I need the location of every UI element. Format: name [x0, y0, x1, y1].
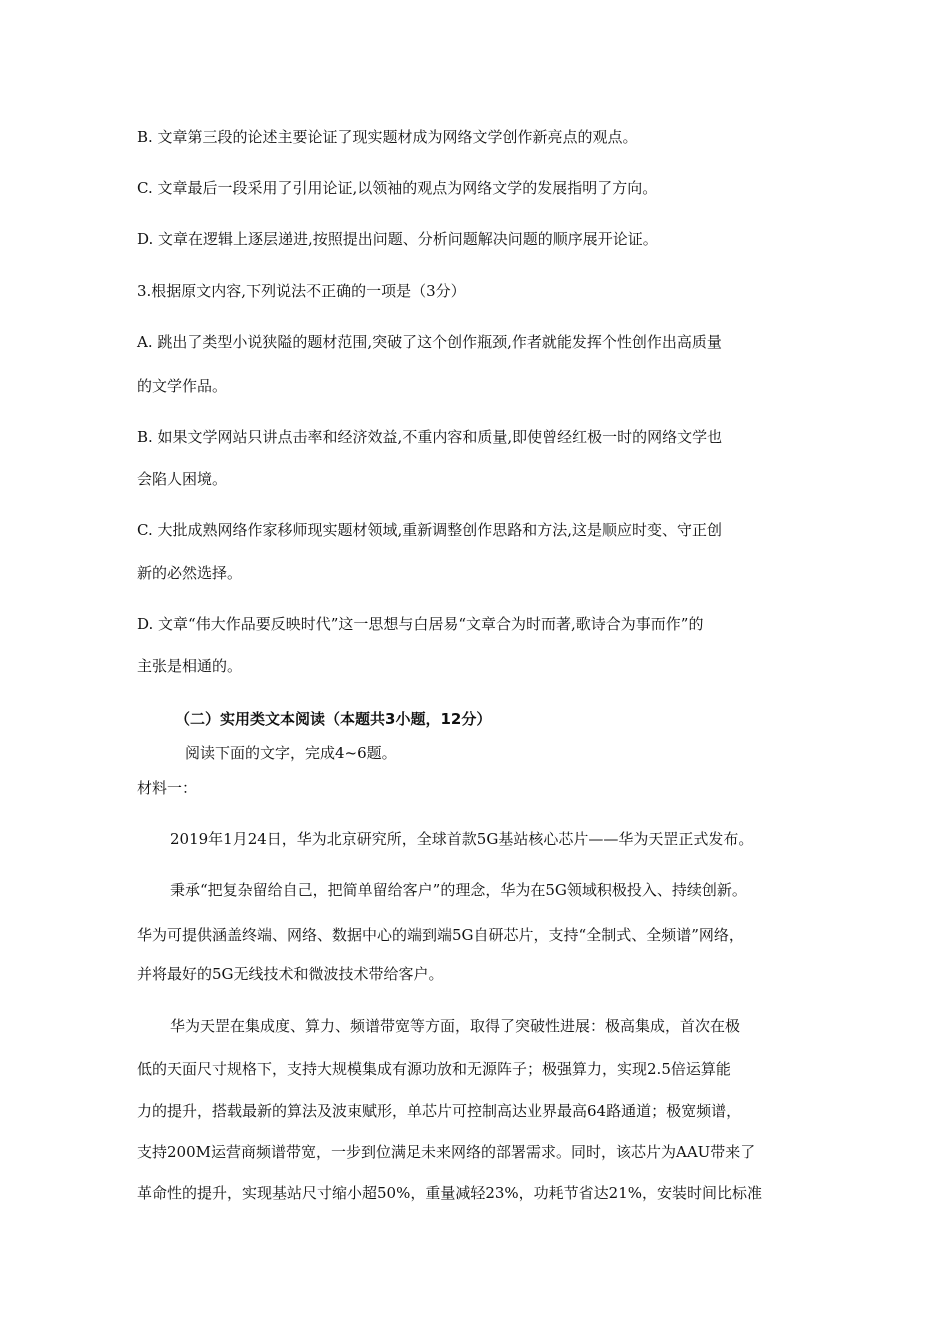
- q3-option-a-line2: 的文学作品。: [137, 377, 228, 395]
- q3-stem: 3.根据原文内容,下列说法不正确的一项是（3分）: [137, 282, 466, 300]
- q2-option-b: B. 文章第三段的论述主要论证了现实题材成为网络文学创作新亮点的观点。: [137, 128, 638, 146]
- q2-option-d: D. 文章在逻辑上逐层递进,按照提出问题、分析问题解决问题的顺序展开论证。: [137, 230, 658, 248]
- material1-paragraph3-line5: 革命性的提升，实现基站尺寸缩小超50%，重量减轻23%，功耗节省达21%，安装时间比标准: [137, 1184, 763, 1202]
- q3-option-b-line2: 会陷人困境。: [137, 470, 228, 488]
- material1-paragraph3-line2: 低的天面尺寸规格下，支持大规模集成有源功放和无源阵子；极强算力，实现2.5倍运算能: [137, 1060, 731, 1078]
- material1-paragraph3-line4: 支持200M运营商频谱带宽，一步到位满足未来网络的部署需求。同时，该芯片为AAU带来了: [137, 1143, 756, 1161]
- q2-option-c: C. 文章最后一段采用了引用论证,以领袖的观点为网络文学的发展指明了方向。: [137, 179, 658, 197]
- q3-option-d-line2: 主张是相通的。: [137, 657, 243, 675]
- material1-paragraph1: 2019年1月24日，华为北京研究所，全球首款5G基站核心芯片——华为天罡正式发布。: [170, 830, 754, 848]
- q3-option-c-line1: C. 大批成熟网络作家移师现实题材领域,重新调整创作思路和方法,这是顺应时变、守正创: [137, 521, 723, 539]
- material-label: 材料一：: [137, 779, 198, 797]
- q3-option-d-line1: D. 文章“伟大作品要反映时代”这一思想与白居易“文章合为时而著,歌诗合为事而作”的: [137, 615, 704, 633]
- material1-paragraph2-line3: 并将最好的5G无线技术和微波技术带给客户。: [137, 965, 444, 983]
- q3-option-a-line1: A. 跳出了类型小说狭隘的题材范围,突破了这个创作瓶颈,作者就能发挥个性创作出高质量: [137, 333, 722, 351]
- material1-paragraph3-line1: 华为天罡在集成度、算力、频谱带宽等方面，取得了突破性进展：极高集成，首次在极: [170, 1017, 741, 1035]
- material1-paragraph3-line3: 力的提升，搭载最新的算法及波束赋形，单芯片可控制高达业界最高64路通道；极宽频谱，: [137, 1102, 742, 1120]
- material1-paragraph2-line2: 华为可提供涵盖终端、网络、数据中心的端到端5G自研芯片，支持“全制式、全频谱”网络，: [137, 926, 744, 944]
- q3-option-c-line2: 新的必然选择。: [137, 564, 243, 582]
- material1-paragraph2-line1: 秉承“把复杂留给自己，把简单留给客户”的理念，华为在5G领域积极投入、持续创新。: [170, 881, 747, 899]
- section-heading: （二）实用类文本阅读（本题共3小题，12分）: [175, 710, 492, 728]
- q3-option-b-line1: B. 如果文学网站只讲点击率和经济效益,不重内容和质量,即使曾经红极一时的网络文学也: [137, 428, 723, 446]
- reading-instruction: 阅读下面的文字，完成4~6题。: [185, 744, 397, 762]
